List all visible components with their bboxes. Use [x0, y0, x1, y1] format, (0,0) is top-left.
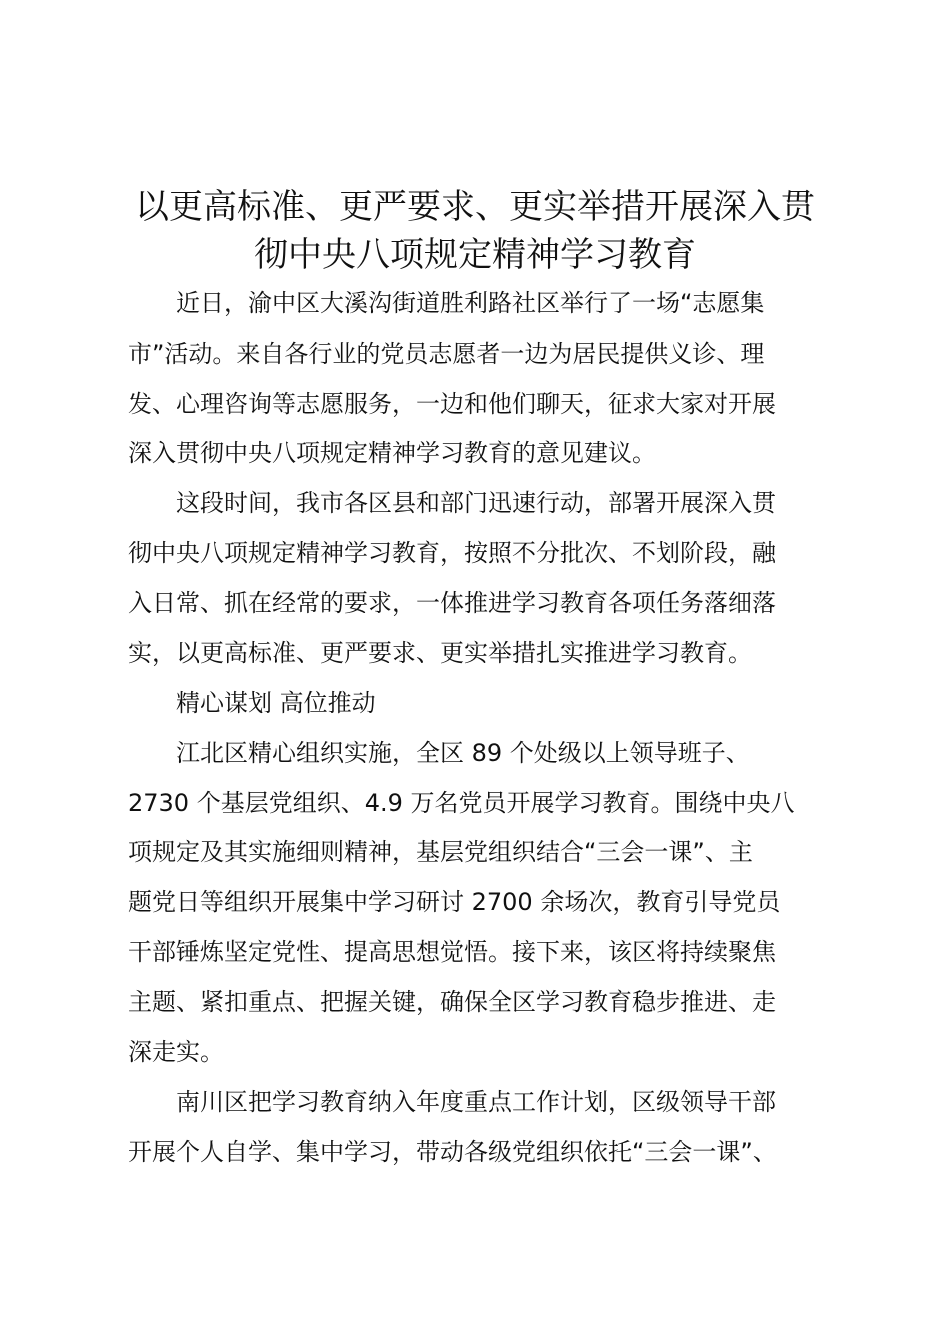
- document-title-line-1: 以更高标准、更严要求、更实举措开展深入贯: [135, 187, 815, 227]
- paragraph-2-line-3: 入日常、抓在经常的要求，一体推进学习教育各项任务落细落: [128, 589, 776, 617]
- paragraph-3-line-3: 项规定及其实施细则精神，基层党组织结合“三会一课”、主: [128, 838, 753, 866]
- paragraph-1-line-2: 市”活动。来自各行业的党员志愿者一边为居民提供义诊、理: [128, 340, 765, 368]
- paragraph-3-line-7: 深走实。: [128, 1038, 224, 1066]
- paragraph-1-line-1: 近日，渝中区大溪沟街道胜利路社区举行了一场“志愿集: [176, 289, 765, 317]
- paragraph-3-line-5: 干部锤炼坚定党性、提高思想觉悟。接下来，该区将持续聚焦: [128, 938, 776, 966]
- paragraph-1-line-4: 深入贯彻中央八项规定精神学习教育的意见建议。: [128, 439, 656, 467]
- paragraph-4-line-2: 开展个人自学、集中学习，带动各级党组织依托“三会一课”、: [128, 1138, 777, 1166]
- document-title-line-2: 彻中央八项规定精神学习教育: [254, 235, 696, 275]
- paragraph-3-line-4: 题党日等组织开展集中学习研讨 2700 余场次，教育引导党员: [128, 888, 781, 916]
- paragraph-3-line-2: 2730 个基层党组织、4.9 万名党员开展学习教育。围绕中央八: [128, 789, 795, 817]
- paragraph-4-line-1: 南川区把学习教育纳入年度重点工作计划，区级领导干部: [176, 1088, 776, 1116]
- paragraph-1-line-3: 发、心理咨询等志愿服务，一边和他们聊天，征求大家对开展: [128, 390, 776, 418]
- section-heading: 精心谋划 高位推动: [176, 689, 376, 717]
- paragraph-3-line-1: 江北区精心组织实施，全区 89 个处级以上领导班子、: [176, 739, 750, 767]
- paragraph-2-line-1: 这段时间，我市各区县和部门迅速行动，部署开展深入贯: [176, 489, 776, 517]
- paragraph-2-line-4: 实，以更高标准、更严要求、更实举措扎实推进学习教育。: [128, 639, 752, 667]
- paragraph-3-line-6: 主题、紧扣重点、把握关键，确保全区学习教育稳步推进、走: [128, 988, 776, 1016]
- paragraph-2-line-2: 彻中央八项规定精神学习教育，按照不分批次、不划阶段，融: [128, 539, 776, 567]
